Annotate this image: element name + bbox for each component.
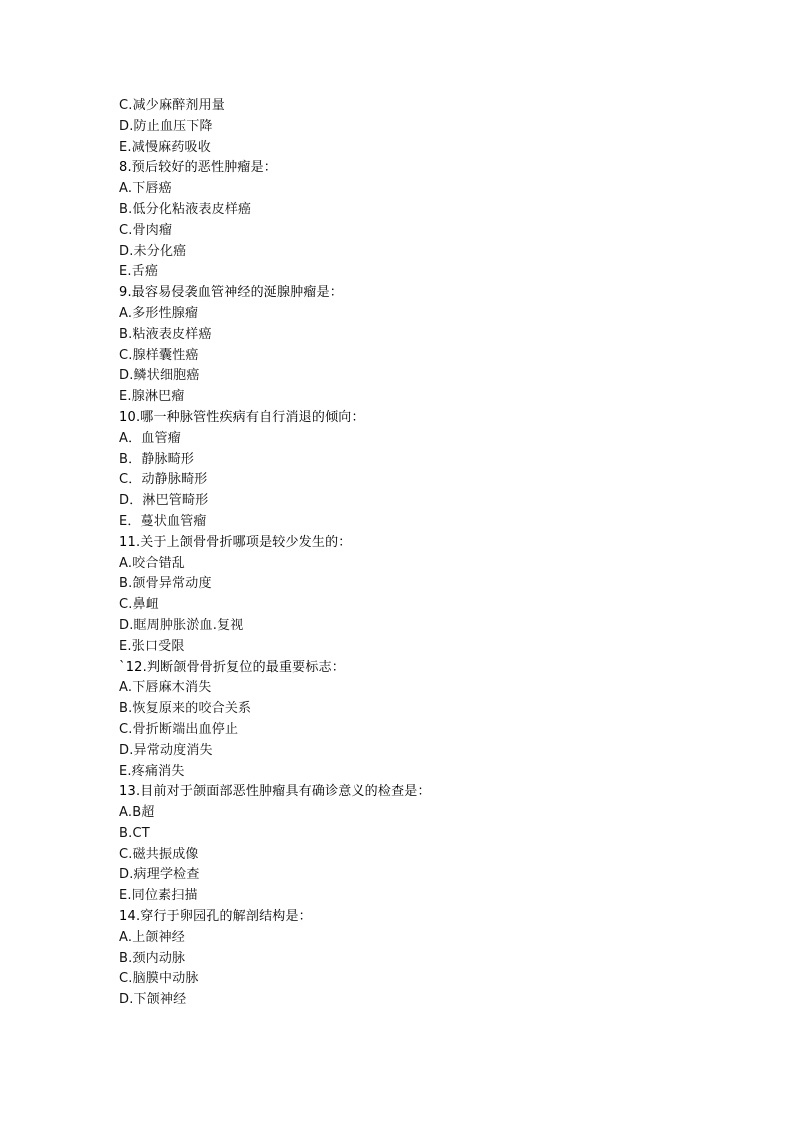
option-line: C.减少麻醉剂用量 [119,98,226,113]
option-line: E.疼痛消失 [119,763,185,779]
option-line: B.颌骨异常动度 [119,576,212,592]
question-line: 8.预后较好的恶性肿瘤是： [119,160,278,176]
question-line: 10.哪一种脉管性疾病有自行消退的倾向： [119,409,365,425]
option-line: A.B超 [119,805,155,821]
option-line: D.下颌神经 [119,992,187,1008]
option-line: D.未分化癌 [119,243,187,259]
option-line: E.同位素扫描 [119,888,198,904]
option-line: C.脑膜中动脉 [119,971,199,987]
question-line: 13.目前对于颌面部恶性肿瘤具有确诊意义的检查是： [119,784,431,800]
option-line: D.病理学检查 [119,867,200,883]
option-line: B.恢复原来的咬合关系 [119,701,252,717]
option-line: C．动静脉畸形 [119,472,208,488]
question-line: `12.判断颌骨骨折复位的最重要标志： [119,659,345,675]
option-line: C.鼻衄 [119,597,160,613]
option-line: E.张口受限 [119,638,185,654]
option-line: D.鳞状细胞癌 [119,368,200,384]
option-line: A.多形性腺瘤 [119,305,199,321]
option-line: B.CT [119,825,150,841]
option-line: A.下唇麻木消失 [119,680,212,696]
option-line: C.骨折断端出血停止 [119,721,239,737]
option-line: E．蔓状血管瘤 [119,513,207,529]
option-line: D.眶周肿胀淤血.复视 [119,617,244,633]
option-line: A.上颌神经 [119,929,185,945]
option-line: E.腺淋巴瘤 [119,389,185,405]
question-line: 11.关于上颌骨骨折哪项是较少发生的： [119,534,352,550]
option-line: D.防止血压下降 [119,118,213,134]
option-line: D.异常动度消失 [119,742,213,758]
option-line: A.咬合错乱 [119,555,185,571]
option-line: B.颈内动脉 [119,950,186,966]
question-line: 9.最容易侵袭血管神经的涎腺肿瘤是： [119,285,344,301]
question-line: 14.穿行于卵园孔的解剖结构是： [119,909,312,925]
option-line: A．血管瘤 [119,430,181,446]
option-line: E.减慢麻药吸收 [119,139,211,155]
option-line: E.舌癌 [119,264,159,280]
option-line: C.腺样囊性癌 [119,347,199,363]
option-line: B.粘液表皮样癌 [119,326,212,342]
option-line: A.下唇癌 [119,181,172,197]
option-line: B．静脉畸形 [119,451,195,467]
option-line: D．淋巴管畸形 [119,493,209,509]
option-line: C.磁共振成像 [119,846,199,862]
option-line: B.低分化粘液表皮样癌 [119,201,252,217]
option-line: C.骨肉瘤 [119,222,173,238]
document-text-body [119,96,719,1011]
